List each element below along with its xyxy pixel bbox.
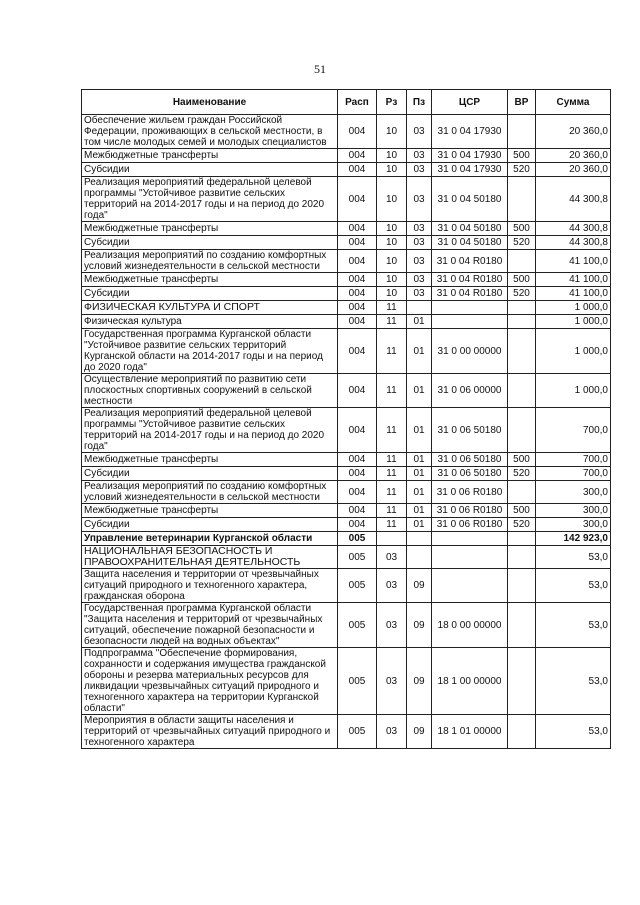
cell-rasp: 004: [338, 301, 377, 315]
cell-name: НАЦИОНАЛЬНАЯ БЕЗОПАСНОСТЬ И ПРАВООХРАНИТЕЛЬНАЯ ДЕЯТЕЛЬНОСТЬ: [82, 546, 338, 569]
table-row: [82, 481, 611, 504]
cell-name: Субсидии: [82, 236, 338, 250]
cell-rz: 03: [377, 648, 407, 715]
table-row: [82, 374, 611, 408]
cell-csr: 18 1 01 00000: [432, 715, 508, 749]
cell-vr: [508, 250, 536, 273]
cell-vr: [508, 301, 536, 315]
cell-sum: 300,0: [536, 481, 611, 504]
cell-name: Подпрограмма "Обеспечение формирования, сохранности и содержания имущества гражданской обороны и резерва материальных ресурсов для ликвидации чрезвычайных ситуаций природного и техногенного характера на территории Курганской области": [82, 648, 338, 715]
cell-csr: 31 0 06 50180: [432, 467, 508, 481]
header-vr: ВР: [508, 90, 536, 115]
cell-sum: 20 360,0: [536, 115, 611, 149]
header-name: Наименование: [82, 90, 338, 115]
cell-rz: 11: [377, 315, 407, 329]
budget-table: [81, 89, 611, 749]
cell-rasp: 005: [338, 546, 377, 569]
cell-pz: 09: [407, 715, 432, 749]
cell-name: Государственная программа Курганской области "Устойчивое развитие сельских территорий Курганской области на 2014-2017 годы и на период до 2020 года": [82, 329, 338, 374]
cell-rasp: 004: [338, 163, 377, 177]
cell-rz: 11: [377, 374, 407, 408]
cell-csr: 31 0 06 00000: [432, 374, 508, 408]
cell-sum: 53,0: [536, 715, 611, 749]
cell-csr: 31 0 06 R0180: [432, 504, 508, 518]
table-row: [82, 518, 611, 532]
cell-sum: 41 100,0: [536, 273, 611, 287]
cell-pz: 01: [407, 453, 432, 467]
cell-sum: 700,0: [536, 408, 611, 453]
cell-csr: 31 0 04 17930: [432, 149, 508, 163]
cell-pz: 03: [407, 222, 432, 236]
cell-pz: 01: [407, 329, 432, 374]
cell-csr: 31 0 04 50180: [432, 236, 508, 250]
cell-rz: 03: [377, 715, 407, 749]
cell-csr: 18 0 00 00000: [432, 603, 508, 648]
cell-vr: [508, 603, 536, 648]
cell-rz: 11: [377, 453, 407, 467]
cell-rasp: 004: [338, 315, 377, 329]
cell-sum: 20 360,0: [536, 149, 611, 163]
cell-pz: 01: [407, 518, 432, 532]
cell-rasp: 005: [338, 715, 377, 749]
cell-pz: 01: [407, 467, 432, 481]
cell-vr: 500: [508, 222, 536, 236]
cell-pz: 03: [407, 163, 432, 177]
cell-rz: [377, 532, 407, 546]
cell-rz: 03: [377, 569, 407, 603]
cell-csr: 31 0 06 50180: [432, 453, 508, 467]
cell-sum: 1 000,0: [536, 329, 611, 374]
cell-pz: 01: [407, 408, 432, 453]
cell-rz: 11: [377, 329, 407, 374]
cell-vr: [508, 177, 536, 222]
cell-vr: [508, 532, 536, 546]
cell-pz: 01: [407, 481, 432, 504]
cell-csr: 18 1 00 00000: [432, 648, 508, 715]
cell-rasp: 004: [338, 518, 377, 532]
cell-rz: 03: [377, 603, 407, 648]
table-row: [82, 287, 611, 301]
cell-sum: 53,0: [536, 648, 611, 715]
cell-name: Управление ветеринарии Курганской области: [82, 532, 338, 546]
cell-pz: 03: [407, 149, 432, 163]
cell-csr: [432, 315, 508, 329]
cell-sum: 53,0: [536, 603, 611, 648]
cell-name: Реализация мероприятий по созданию комфортных условий жизнедеятельности в сельской местности: [82, 250, 338, 273]
cell-name: Межбюджетные трансферты: [82, 149, 338, 163]
cell-name: Субсидии: [82, 467, 338, 481]
cell-vr: 520: [508, 163, 536, 177]
table-row: [82, 648, 611, 715]
cell-name: Осуществление мероприятий по развитию сети плоскостных спортивных сооружений в сельской местности: [82, 374, 338, 408]
cell-rasp: 004: [338, 467, 377, 481]
cell-vr: [508, 315, 536, 329]
cell-csr: 31 0 04 17930: [432, 115, 508, 149]
cell-sum: 142 923,0: [536, 532, 611, 546]
cell-vr: 500: [508, 149, 536, 163]
cell-rz: 10: [377, 287, 407, 301]
cell-csr: 31 0 04 R0180: [432, 287, 508, 301]
table-row: [82, 569, 611, 603]
cell-vr: [508, 115, 536, 149]
cell-rasp: 004: [338, 504, 377, 518]
cell-csr: [432, 569, 508, 603]
cell-pz: 03: [407, 273, 432, 287]
cell-rz: 10: [377, 250, 407, 273]
cell-sum: 41 100,0: [536, 250, 611, 273]
cell-name: Реализация мероприятий по созданию комфортных условий жизнедеятельности в сельской местности: [82, 481, 338, 504]
table-row: [82, 273, 611, 287]
cell-rz: 10: [377, 177, 407, 222]
table-row: [82, 329, 611, 374]
cell-vr: 500: [508, 453, 536, 467]
header-rz: Рз: [377, 90, 407, 115]
cell-pz: 03: [407, 236, 432, 250]
cell-csr: 31 0 06 R0180: [432, 481, 508, 504]
table-row: [82, 603, 611, 648]
cell-sum: 300,0: [536, 504, 611, 518]
table-row: [82, 532, 611, 546]
cell-pz: [407, 301, 432, 315]
table-row: [82, 236, 611, 250]
cell-csr: 31 0 04 50180: [432, 177, 508, 222]
cell-name: Межбюджетные трансферты: [82, 222, 338, 236]
table-row: [82, 250, 611, 273]
cell-csr: 31 0 00 00000: [432, 329, 508, 374]
table-row: [82, 115, 611, 149]
cell-rasp: 005: [338, 532, 377, 546]
cell-csr: 31 0 04 50180: [432, 222, 508, 236]
cell-name: Субсидии: [82, 518, 338, 532]
table-header-row: [82, 90, 611, 115]
cell-rasp: 005: [338, 569, 377, 603]
cell-rz: 10: [377, 163, 407, 177]
cell-name: Межбюджетные трансферты: [82, 504, 338, 518]
cell-sum: 1 000,0: [536, 301, 611, 315]
cell-vr: [508, 648, 536, 715]
cell-rz: 11: [377, 481, 407, 504]
cell-rasp: 004: [338, 287, 377, 301]
cell-vr: 500: [508, 504, 536, 518]
cell-vr: 520: [508, 467, 536, 481]
cell-name: Государственная программа Курганской области "Защита населения и территорий от чрезвычайных ситуаций, обеспечение пожарной безопасности и безопасности людей на водных объектах": [82, 603, 338, 648]
cell-sum: 700,0: [536, 467, 611, 481]
table-row: [82, 222, 611, 236]
cell-pz: 09: [407, 603, 432, 648]
cell-sum: 700,0: [536, 453, 611, 467]
cell-name: Субсидии: [82, 287, 338, 301]
cell-csr: 31 0 06 R0180: [432, 518, 508, 532]
cell-name: Физическая культура: [82, 315, 338, 329]
cell-name: Обеспечение жильем граждан Российской Федерации, проживающих в сельской местности, в том числе молодых семей и молодых специалистов: [82, 115, 338, 149]
cell-vr: 520: [508, 287, 536, 301]
cell-pz: 03: [407, 287, 432, 301]
cell-vr: [508, 374, 536, 408]
cell-csr: [432, 546, 508, 569]
cell-rasp: 005: [338, 648, 377, 715]
cell-csr: 31 0 06 50180: [432, 408, 508, 453]
cell-name: Межбюджетные трансферты: [82, 453, 338, 467]
header-pz: Пз: [407, 90, 432, 115]
cell-rz: 11: [377, 301, 407, 315]
cell-rz: 11: [377, 504, 407, 518]
cell-vr: [508, 546, 536, 569]
page-number: 51: [314, 62, 326, 76]
table-row: [82, 301, 611, 315]
cell-rasp: 004: [338, 236, 377, 250]
cell-pz: 01: [407, 504, 432, 518]
cell-name: Мероприятия в области защиты населения и территорий от чрезвычайных ситуаций природного и техногенного характера: [82, 715, 338, 749]
cell-rz: 10: [377, 115, 407, 149]
cell-csr: [432, 532, 508, 546]
cell-pz: 09: [407, 648, 432, 715]
cell-name: Защита населения и территории от чрезвычайных ситуаций природного и техногенного характера, гражданская оборона: [82, 569, 338, 603]
cell-pz: 03: [407, 250, 432, 273]
cell-rz: 11: [377, 408, 407, 453]
cell-rasp: 004: [338, 222, 377, 236]
cell-name: Субсидии: [82, 163, 338, 177]
cell-name: Реализация мероприятий федеральной целевой программы "Устойчивое развитие сельских территорий на 2014-2017 годы и на период до 2020 года": [82, 177, 338, 222]
cell-vr: 500: [508, 273, 536, 287]
cell-sum: 300,0: [536, 518, 611, 532]
table-row: [82, 453, 611, 467]
header-sum: Сумма: [536, 90, 611, 115]
cell-name: Реализация мероприятий федеральной целевой программы "Устойчивое развитие сельских территорий на 2014-2017 годы и на период до 2020 года": [82, 408, 338, 453]
cell-vr: [508, 408, 536, 453]
table-row: [82, 315, 611, 329]
cell-sum: 20 360,0: [536, 163, 611, 177]
cell-rz: 10: [377, 222, 407, 236]
cell-pz: 03: [407, 115, 432, 149]
table-row: [82, 467, 611, 481]
cell-rasp: 004: [338, 273, 377, 287]
header-rasp: Расп: [338, 90, 377, 115]
cell-rasp: 004: [338, 374, 377, 408]
table-row: [82, 149, 611, 163]
cell-csr: 31 0 04 17930: [432, 163, 508, 177]
cell-pz: 03: [407, 177, 432, 222]
cell-sum: 53,0: [536, 569, 611, 603]
cell-sum: 41 100,0: [536, 287, 611, 301]
cell-rasp: 004: [338, 149, 377, 163]
table-row: [82, 546, 611, 569]
cell-sum: 44 300,8: [536, 236, 611, 250]
cell-rz: 10: [377, 149, 407, 163]
cell-rasp: 004: [338, 177, 377, 222]
cell-pz: 09: [407, 569, 432, 603]
cell-rasp: 004: [338, 250, 377, 273]
cell-vr: [508, 481, 536, 504]
cell-rasp: 004: [338, 481, 377, 504]
cell-sum: 44 300,8: [536, 222, 611, 236]
cell-sum: 1 000,0: [536, 374, 611, 408]
cell-pz: 01: [407, 374, 432, 408]
table-row: [82, 163, 611, 177]
table-body: [82, 115, 611, 749]
cell-pz: [407, 532, 432, 546]
cell-csr: [432, 301, 508, 315]
cell-csr: 31 0 04 R0180: [432, 273, 508, 287]
cell-rz: 03: [377, 546, 407, 569]
cell-pz: 01: [407, 315, 432, 329]
cell-csr: 31 0 04 R0180: [432, 250, 508, 273]
table-row: [82, 408, 611, 453]
cell-rasp: 004: [338, 453, 377, 467]
cell-rz: 10: [377, 236, 407, 250]
cell-name: ФИЗИЧЕСКАЯ КУЛЬТУРА И СПОРТ: [82, 301, 338, 315]
cell-rz: 11: [377, 467, 407, 481]
cell-name: Межбюджетные трансферты: [82, 273, 338, 287]
cell-vr: [508, 715, 536, 749]
cell-vr: 520: [508, 236, 536, 250]
cell-vr: 520: [508, 518, 536, 532]
cell-rz: 11: [377, 518, 407, 532]
header-csr: ЦСР: [432, 90, 508, 115]
cell-vr: [508, 569, 536, 603]
cell-rasp: 005: [338, 603, 377, 648]
cell-rz: 10: [377, 273, 407, 287]
table-row: [82, 177, 611, 222]
cell-sum: 53,0: [536, 546, 611, 569]
cell-rasp: 004: [338, 115, 377, 149]
table-row: [82, 715, 611, 749]
cell-vr: [508, 329, 536, 374]
cell-sum: 1 000,0: [536, 315, 611, 329]
cell-sum: 44 300,8: [536, 177, 611, 222]
table-row: [82, 504, 611, 518]
cell-rasp: 004: [338, 408, 377, 453]
cell-pz: [407, 546, 432, 569]
cell-rasp: 004: [338, 329, 377, 374]
